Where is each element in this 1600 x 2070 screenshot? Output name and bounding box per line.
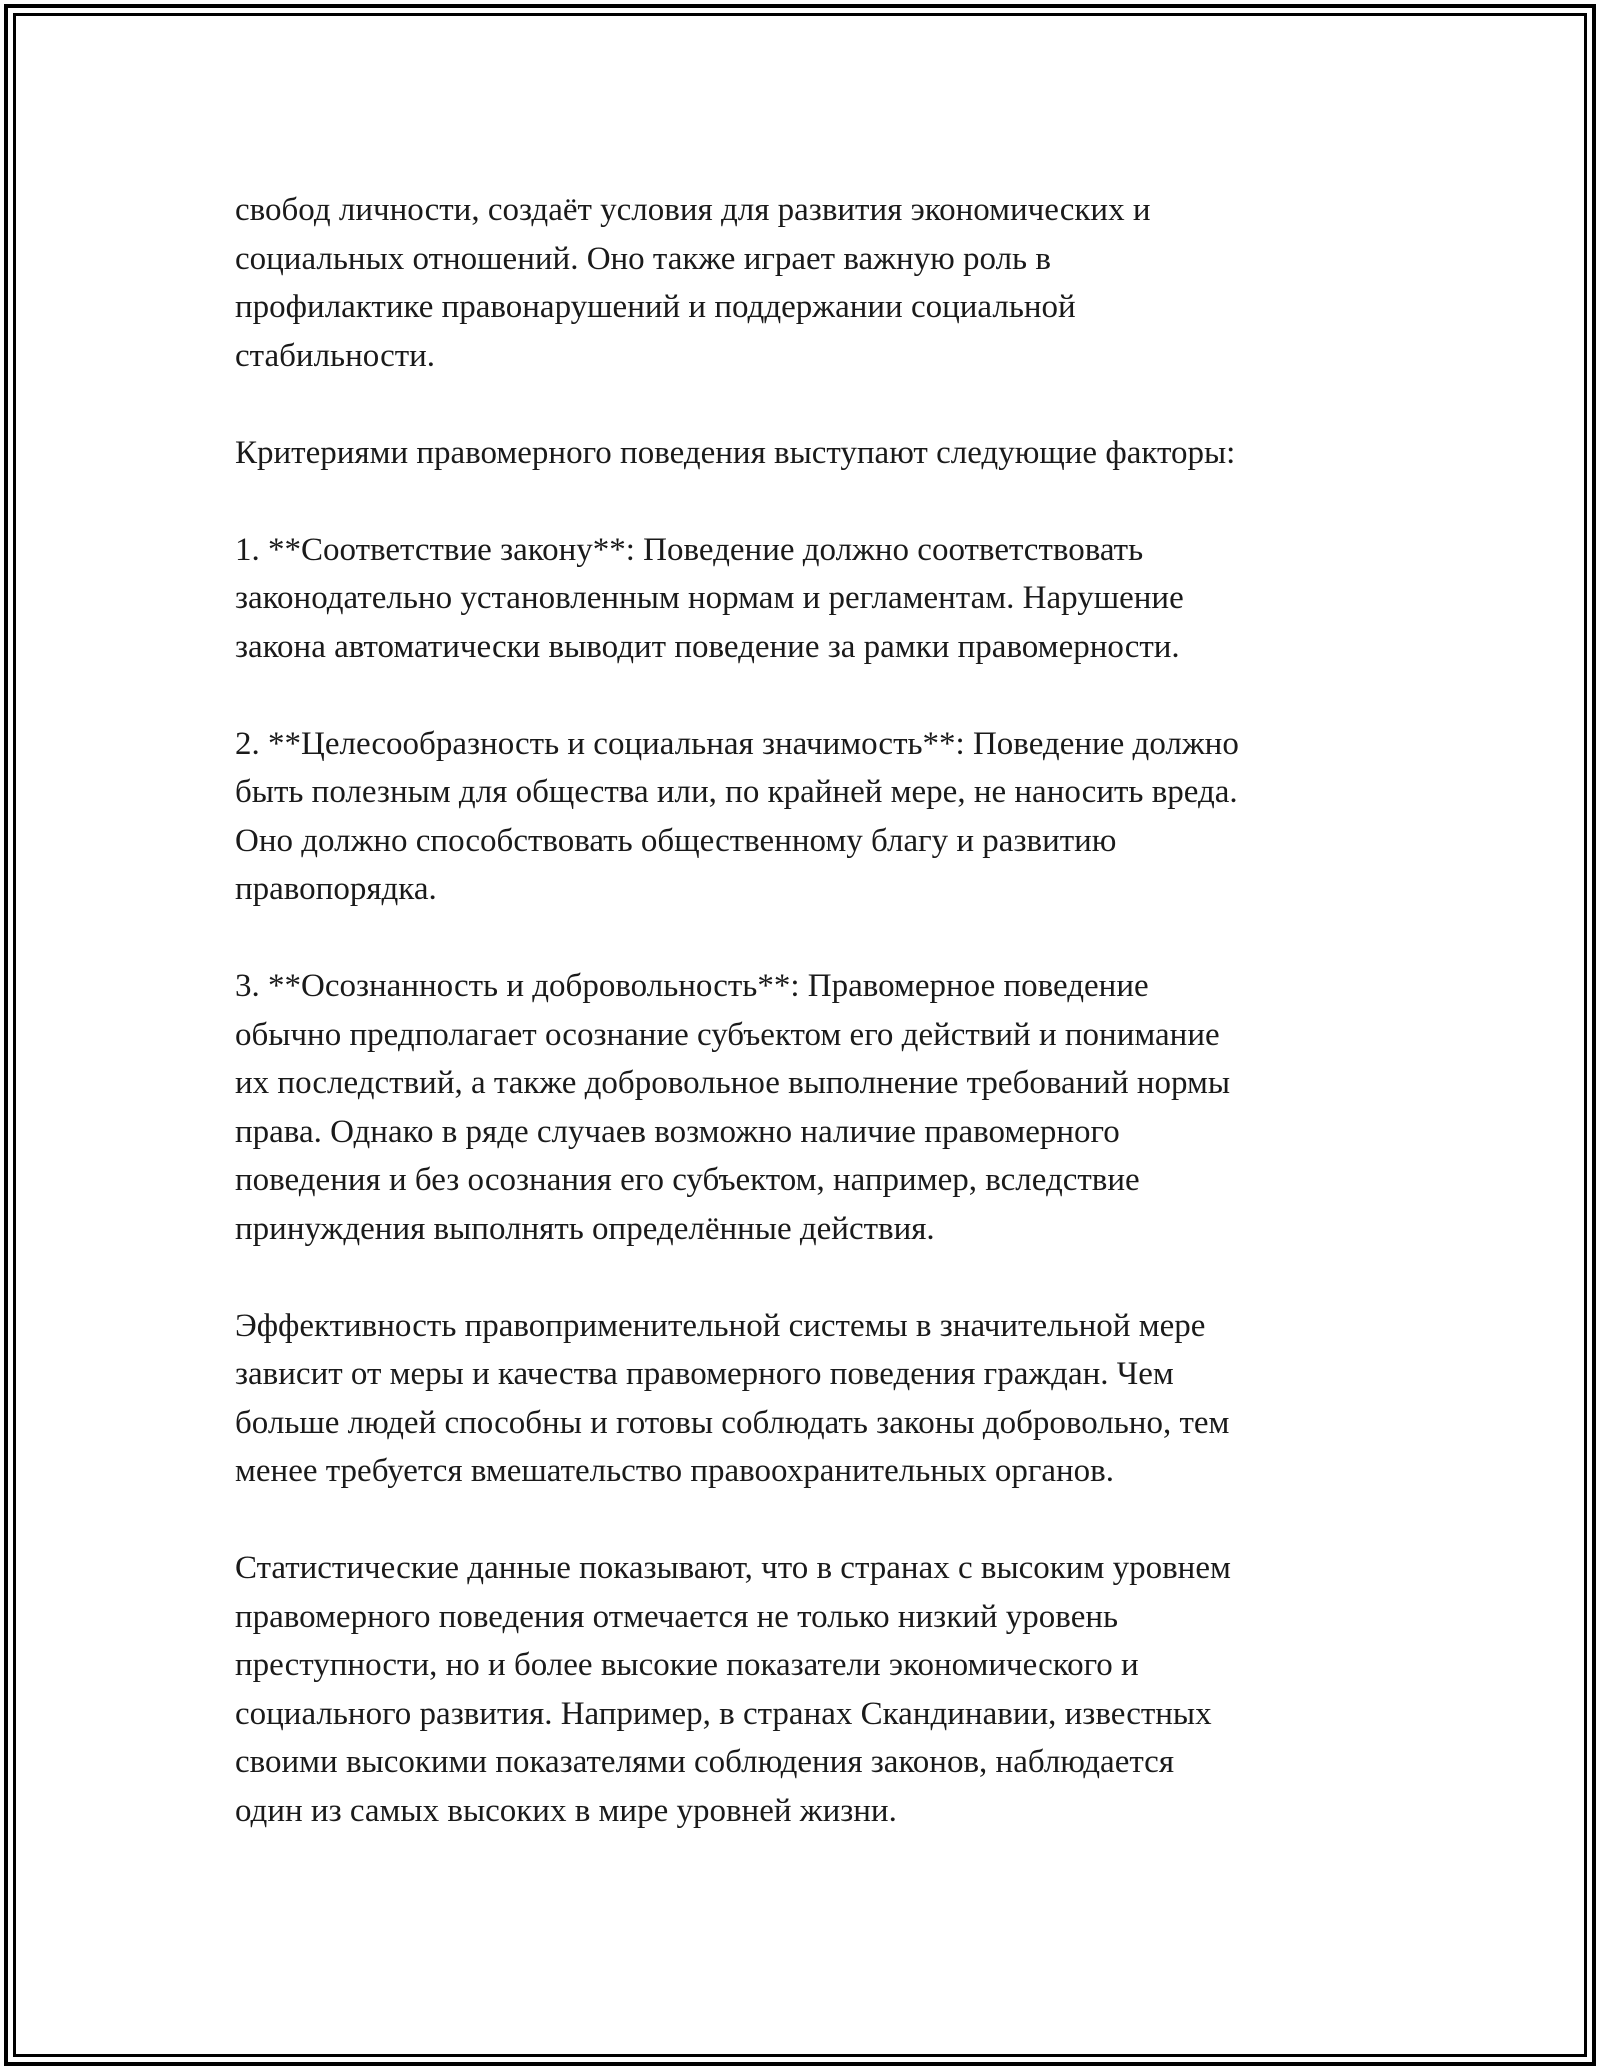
text-line: их последствий, а также добровольное выполнение требований нормы — [235, 1065, 1231, 1101]
text-line: Критериями правомерного поведения выступают следующие факторы: — [235, 434, 1236, 471]
text-line: социального развития. Например, в странах Скандинавии, известных — [235, 1695, 1212, 1732]
paragraph-effectiveness — [235, 1302, 1375, 1496]
list-item-criterion-2 — [235, 720, 1375, 914]
text-line: один из самых высоких в мире уровней жизни. — [235, 1792, 897, 1829]
text-line: своими высокими показателями соблюдения законов, наблюдается — [235, 1744, 1175, 1780]
list-item-criterion-3 — [235, 962, 1375, 1253]
text-line: закона автоматически выводит поведение за рамки правомерности. — [235, 628, 1180, 665]
paragraph-statistics — [235, 1544, 1375, 1835]
text-line: обычно предполагает осознание субъектом его действий и понимание — [235, 1016, 1220, 1053]
paragraph-criteria-intro — [235, 429, 1375, 478]
document-body — [235, 186, 1375, 1835]
text-line: социальных отношений. Оно также играет важную роль в — [235, 240, 1051, 277]
text-line: Оно должно способствовать общественному благу и развитию — [235, 822, 1117, 859]
text-line: права. Однако в ряде случаев возможно наличие правомерного — [235, 1113, 1120, 1150]
text-line: 1. **Соответствие закону**: Поведение должно соответствовать — [235, 531, 1144, 568]
text-line: поведения и без осознания его субъектом, например, вследствие — [235, 1162, 1140, 1198]
text-line: больше людей способны и готовы соблюдать законы добровольно, тем — [235, 1404, 1230, 1441]
text-line: стабильности. — [235, 337, 436, 374]
list-item-criterion-1 — [235, 526, 1375, 672]
text-line: зависит от меры и качества правомерного поведения граждан. Чем — [235, 1356, 1174, 1392]
text-line: преступности, но и более высокие показатели экономического и — [235, 1647, 1139, 1683]
text-line: законодательно установленным нормам и регламентам. Нарушение — [235, 580, 1184, 616]
text-line: менее требуется вмешательство правоохранительных органов. — [235, 1453, 1115, 1489]
text-line: принуждения выполнять определённые действия. — [235, 1210, 935, 1247]
text-line: правомерного поведения отмечается не только низкий уровень — [235, 1598, 1119, 1635]
text-line: 2. **Целесообразность и социальная значимость**: Поведение должно — [235, 725, 1239, 762]
paragraph-freedom-conditions — [235, 186, 1375, 380]
text-line: профилактике правонарушений и поддержании социальной — [235, 289, 1076, 325]
text-line: свобод личности, создаёт условия для развития экономических и — [235, 192, 1151, 228]
text-line: 3. **Осознанность и добровольность**: Правомерное поведение — [235, 968, 1149, 1004]
text-line: правопорядка. — [235, 871, 437, 907]
text-line: Статистические данные показывают, что в странах с высоким уровнем — [235, 1550, 1231, 1586]
text-line: быть полезным для общества или, по крайней мере, не наносить вреда. — [235, 774, 1238, 810]
text-line: Эффективность правоприменительной системы в значительной мере — [235, 1307, 1206, 1344]
